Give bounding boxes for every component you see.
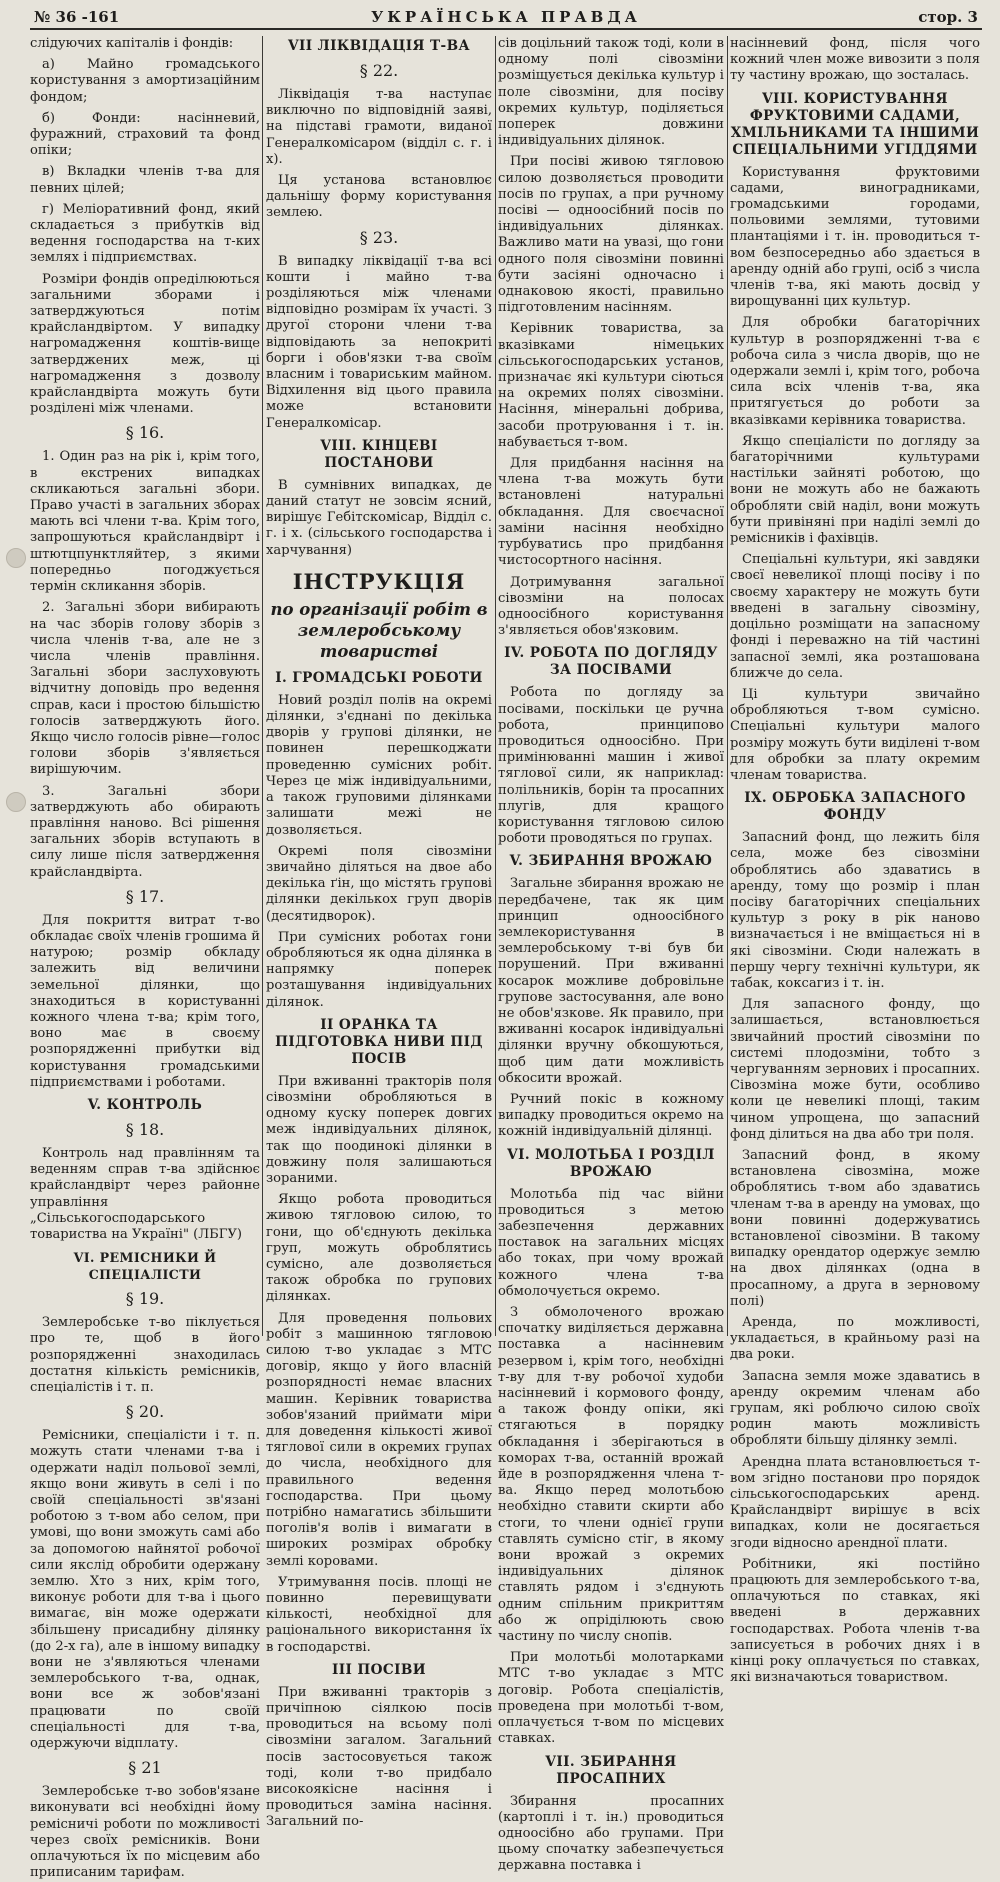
column-3 (498, 36, 724, 1874)
section-22-heading: § 22. (359, 61, 399, 80)
section-19-heading: § 19. (125, 1289, 165, 1309)
heading-control: V. КОНТРОЛЬ (87, 1096, 203, 1113)
paragraph: Арендна плата встановлюється т-вом згідно постанови про порядок сільськогосподарських аренд. Крайсландвірт вирішує в всіх випадках, коли не досягається згоди відносно арендної плати. (730, 1454, 980, 1551)
column-4 (730, 36, 980, 1686)
heading-sowing: III ПОСІВИ (332, 1661, 426, 1678)
section-17-heading: § 17. (125, 886, 165, 906)
paragraph: Загальне збирання врожаю не передбачене, так як цим принцип одноосібного землекористування в землеробському т-ві був би порушений. При вживанні косарок можливе добровільне групове застосування, але воно не обов'язкове. Як правило, при вживанні косарок індивідуальні ділянки вручну обкошуються, щоб цим дати можливість обкосити врожай. (498, 876, 724, 1086)
section-23-heading: § 23. (359, 227, 399, 247)
paragraph: б) Фонди: насінневий, фуражний, страховий та фонд опіки; (30, 110, 260, 159)
instruction-subtitle: по організації робіт в землеробському товаристві (270, 599, 488, 661)
paragraph: Землеробське т-во зобов'язане виконувати всі необхідні йому ремісничі роботи по можливості через своїх ремісників. Вони оплачуються їх по місцевим або приписаним тарифам. (30, 1784, 260, 1881)
paragraph: Для придбання насіння на члена т-ва можуть бути встановлені натуральні обкладання. Для своєчасної заміни насіння необхідно турбуватись про придбання чистосортного насіння. (498, 456, 724, 569)
issue-number: № 36 -161 (34, 8, 120, 26)
paragraph: Запасна земля може здаватись в аренду окремим членам або групам, які роблючо силою своїх родин мають можливість обробляти більшу ділянку землі. (730, 1368, 980, 1449)
paragraph: г) Меліоративний фонд, який складається з прибутків від ведення господарства на т-ких землях і підприємствах. (30, 201, 260, 266)
paragraph: Якщо робота проводиться живою тягловою силою, то гони, що об'єднують декілька груп, можуть оброблятись сумісно, але дозволяється також обробка по групових ділянках. (266, 1192, 492, 1305)
heading-ploughing: II ОРАНКА ТА ПІДГОТОВКА НИВИ ПІД ПОСІВ (275, 1016, 483, 1067)
heading-craftsmen: VI. РЕМІСНИКИ Й СПЕЦІАЛІСТИ (73, 1250, 217, 1283)
column-rule (495, 36, 496, 1336)
paragraph: Спеціальні культури, які завдяки своєї невеликої площі посіву і по своєму характеру не можуть бути введені в загальну сівозміну, доцільно розміщати на запасному фонді і переважно на тій частині запасної землі, яка розташована ближче до села. (730, 552, 980, 681)
heading-row-crops: VII. ЗБИРАННЯ ПРОСАПНИХ (545, 1753, 677, 1787)
paragraph: Молотьба під час війни проводиться з метою забезпечення державних поставок на загальних місцях або токах, при чому врожай кожного члена т-ва обмолочується окремо. (498, 1186, 724, 1299)
paragraph: Розміри фондів опреділюються загальними зборами і затверджуються потім крайсландвіртом. У випадку нагромадження коштів-вище затверджених меж, ці нагромадження з дозволу крайсландвірта можуть бути розділені між членами. (30, 271, 260, 417)
page-number: стор. 3 (918, 8, 978, 26)
paragraph: Утримування посів. площі не повинно перевищувати кількості, необхідної для раціонального використання їх в господарстві. (266, 1574, 492, 1655)
section-18-heading: § 18. (125, 1119, 165, 1139)
heading-public-works: I. ГРОМАДСЬКІ РОБОТИ (275, 669, 483, 686)
paragraph: З обмолоченого врожаю спочатку виділяється державна поставка а насінневим резервом і, крім того, необхідні т-ву для т-ву робочої худоби насінневий і кормового фонду, а також фонду опіки, які стягаються в порядку обкладання і зберігаються в коморах т-ва, останній врожай йде в розпорядження члена т-ва. Якщо перед молотьбою необхідно ставити скирти або стоги, то члени однієї групи ставлять сумісно стіг, в якому вони врожай з окремих індивідуальних ділянок ставлять рядом і з'єднують одним спільним прикриттям або ж опріділюють свою частину по числу снопів. (498, 1305, 724, 1645)
paragraph: сів доцільний також тоді, коли в одному полі сівозміни розміщується декілька культур і поле сівозміни, для посіву окремих культур, поділяється поперек довжини індивідуальних ділянок. (498, 36, 724, 149)
paragraph: Для покриття витрат т-во обкладає своїх членів грошима й натурою; розмір обкладу залежить від величини земельної ділянки, що знаходиться в користуванні кожного члена т-ва; крім того, воно має в своєму розпорядженні прибутки від користування громадськими підприємствами і роботами. (30, 912, 260, 1090)
heading-threshing: VI. МОЛОТЬБА І РОЗДІЛ ВРОЖАЮ (507, 1146, 715, 1180)
heading-reserve-fund: IX. ОБРОБКА ЗАПАСНОГО ФОНДУ (744, 790, 966, 824)
paragraph: Збирання просапних (картоплі і т. ін.) проводиться одноосібно або групами. При цьому спочатку забезпечується державна поставка і (498, 1793, 724, 1874)
paragraph: Керівник товариства, за вказівками німецьких сільськогосподарських установ, призначає які культури сіються на окремих полях сівозміни. Насіння, мінеральні добрива, засоби протруювання і т. ін. набувається т-вом. (498, 321, 724, 450)
paragraph: Для запасного фонду, що залишається, встановлюється звичайний простий сівозміни по системі плодозміни, тобто з чергуванням зернових і просапних. Сівозміна може бути, особливо коли це невеликі площі, таким чином упрощена, що запасний фонд ділиться на два або три поля. (730, 997, 980, 1142)
paragraph: Дотримування загальної сівозміни на полосах одноосібного користування з'являється обов'язковим. (498, 574, 724, 639)
paragraph: слідуючих капіталів і фондів: (30, 36, 234, 51)
paragraph: При молотьбі молотарками МТС т-во укладає з МТС договір. Робота спеціалістів, проведена при молотьбі т-вом, оплачується т-вом по місцевих ставках. (498, 1650, 724, 1747)
paragraph: Окремі поля сівозміни звичайно діляться на двое або декілька ґін, що містять групові ділянки декількох груп дворів (десятидворок). (266, 843, 492, 924)
column-1 (30, 36, 260, 1881)
section-20-heading: § 20. (125, 1402, 165, 1422)
paragraph: 2. Загальні збори вибирають на час зборів голову зборів з числа членів т-ва, але не з числа членів правління. Загальні збори заслуховують відчитну доповідь про ведення справ, каси і простою більшістю голосів затверджують його. Якщо число голосів рівне—голос голови зборів з'являється вирішуючим. (30, 600, 260, 778)
paragraph: Робітники, які постійно працюють для землеробського т-ва, оплачуються по ставках, які введені в державних господарствах. Робота членів т-ва записується в робочих днях і в кінці року оплачується по ставках, які визначаються товариством. (730, 1556, 980, 1686)
paragraph: Новий розділ полів на окремі ділянки, з'єднані по декілька дворів у групові ділянки, не повинен перешкоджати проведенню сумісних робіт. Через це між індивідуальними, а також груповими ділянками залишати межі не дозволяється. (266, 692, 492, 838)
heading-harvest: V. ЗБИРАННЯ ВРОЖАЮ (509, 853, 713, 870)
paragraph: Землеробське т-во піклується про те, щоб в його розпорядженні знаходилась достатня кількість ремісників, спеціалістів і т. п. (30, 1315, 260, 1396)
paragraph: а) Майно громадського користування з амортизаційним фондом; (30, 57, 260, 105)
paragraph: Робота по догляду за посівами, поскільки це ручна робота, принципово проводиться одноосібно. При примінюванні машин і живої тяглової сили, як наприклад: полільників, борін та просапних плугів, для кращого користування тягловою силою роботи проводяться по групах. (498, 685, 724, 847)
paragraph: 3. Загальні збори затверджують або обирають правління наново. Всі рішення загальних зборів вступають в силу лише після затвердження крайсландвірта. (30, 783, 260, 880)
section-21-heading: § 21 (128, 1758, 162, 1778)
section-16-heading: § 16. (125, 423, 165, 443)
paragraph: Запасний фонд, в якому встановлена сівозміна, може оброблятись т-вом або здаватись членам т-ва в аренду на умовах, що вони повинні додержуватись встановленої сівозміни. В такому випадку орендатор одержує землю на двох ділянках (одна в просапному, а друга в зерновому полі) (730, 1147, 980, 1309)
punch-hole (6, 792, 26, 812)
paragraph: При сумісних роботах гони обробляються як одна ділянка в напрямку поперек розташування індивідуальних ділянок. (266, 929, 492, 1010)
newspaper-title: УКРАЇНСЬКА ПРАВДА (371, 8, 641, 26)
heading-orchards: VIII. КОРИСТУВАННЯ ФРУКТОВИМИ САДАМИ, ХМІЛЬНИКАМИ ТА ІНШИМИ СПЕЦІАЛЬНИМИ УГІДДЯМИ (730, 90, 980, 158)
heading-crop-care: IV. РОБОТА ПО ДОГЛЯДУ ЗА ПОСІВАМИ (504, 645, 718, 679)
paragraph: Ліквідація т-ва наступає виключно по відповідній заяві, на підставі грамоти, виданої Генералкомісаром (відділ с. г. і х). (266, 87, 492, 167)
paragraph: Аренда, по можливості, укладається, в крайньому разі на два роки. (730, 1315, 980, 1363)
column-rule (262, 36, 263, 1336)
paragraph: Для обробки багаторічних культур в розпорядженні т-ва є робоча сила з числа дворів, що не одержали землі і, крім того, робоча сила всіх членів т-ва, яка притягується до роботи за вказівками керівника товариства. (730, 315, 980, 428)
column-2 (266, 36, 492, 1830)
paragraph: Контроль над правлінням та веденням справ т-ва здійснює крайсландвірт через районне управління „Сільськогосподарського товариства на Україні" (ЛБГУ) (30, 1145, 260, 1242)
paragraph: в) Вкладки членів т-ва для певних цілей; (30, 164, 260, 196)
paragraph: При посіві живою тягловою силою дозволяється проводити посів по групах, а при ручному посіві — одноосібний посів по індивідуальних ділянках. Важливо мати на увазі, що гони одного поля сівозміни повинні бути засіяні одночасно і однаковою якості, правильно підготовленим насінням. (498, 154, 724, 316)
paragraph: В випадку ліквідації т-ва всі кошти і майно т-ва розділяються між членами відповідно розмірам їх участі. З другої сторони члени т-ва відповідають за непокриті борги і обов'язки т-ва своїм власним і товариським майном. Відхилення від цього правила може встановити Генералкомісар. (266, 253, 492, 431)
paragraph: Ремісники, спеціалісти і т. п. можуть стати членами т-ва і одержати наділ польової землі, якщо вони живуть в селі і по своїй спеціальності зв'язані роботою з т-вом або селом, при умові, що вони зможуть самі або за допомогою найнятої робочої сили якслід обробити одержану землю. Хто з них, крім того, виконує роботи для т-ва і цього вимагає, він може одержати збільшену присадибну ділянку (до 2-х га), але в іншому випадку вони не з'являються членами землеробського т-ва, однак, вони все ж зобов'язані працювати по своїй спеціальності для т-ва, одержуючи відплату. (30, 1428, 260, 1752)
paragraph: 1. Один раз на рік і, крім того, в екстрених випадках скликаються загальні збори. Право участі в загальних зборах мають всі члени т-ва. Крім того, запрошуються крайсландвірт і штютцпунктляйтер, з якими попередньо погоджується термін скликання зборів. (30, 449, 260, 595)
paragraph: Ці культури звичайно обробляються т-вом сумісно. Спеціальні культури малого розміру можуть бути виділені т-вом для обробки за плату окремим членам товариства. (730, 686, 980, 783)
instruction-title: ІНСТРУКЦІЯ (292, 568, 466, 594)
paragraph: При вживанні тракторів поля сівозміни обробляються в одному куску поперек довгих меж індивідуальних ділянок, так що поодинокі ділянки в довжину поля залишаються зораними. (266, 1073, 492, 1186)
heading-final-provisions: VIII. КІНЦЕВІ ПОСТАНОВИ (320, 437, 438, 471)
punch-hole (6, 548, 26, 568)
paragraph: Ручний покіс в кожному випадку проводиться окремо на кожній індивідуальній ділянці. (498, 1091, 724, 1140)
paragraph: При вживанні тракторів з причіпною сіялкою посів проводиться на всьому полі сівозміни загалом. Загальний посів застосовується також тоді, коли т-во придбало високоякісне насіння і проводиться заміна насіння. Загальний по- (266, 1684, 492, 1830)
heading-liquidation: VII ЛІКВІДАЦІЯ Т-ВА (288, 38, 470, 54)
paragraph: Для проведення польових робіт з машинною тягловою силою т-во укладає з МТС договір, якщо у його власній розпорядності немає власних машин. Керівник товариства зобов'язаний приймати міри для доведення кількості живої тяглової сили в окремих групах до числа, необхідного для правильного ведення господарства. При цьому потрібно намагатись збільшити поголів'я волів і вимагати в широких розмірах обробку землі коровами. (266, 1310, 492, 1569)
paragraph: Користування фруктовими садами, виноградниками, громадськими городами, польовими землями, тутовими плантаціями і т. ін. проводиться т-вом безпосередньо або здається в аренду одній або групі, осіб з числа членів т-ва, які мають досвід у вирощуванні цих культур. (730, 164, 980, 310)
column-rule (727, 36, 728, 1336)
paragraph: насінневий фонд, після чого кожний член може вивозити з поля ту частину врожаю, що зосталась. (730, 36, 980, 84)
masthead (30, 6, 982, 30)
paragraph: В сумнівних випадках, де даний статут не зовсім ясний, вирішує Гебітскомісар, Відділ с. г. і х. (сільського господарства і харчування) (266, 477, 492, 558)
paragraph: Ця установа встановлює дальнішу форму користування землею. (266, 173, 492, 221)
paragraph: Запасний фонд, що лежить біля села, може без сівозміни оброблятись або здаватись в аренду, тому що розмір і план посіву багаторічних спеціальних культур з року в рік наново визначається і не вміщається ні в які сівозміни. Сюди належать в першу чергу технічні культури, як табак, коксагиз і т. ін. (730, 830, 980, 991)
paragraph: Якщо спеціалісти по догляду за багаторічними культурами настільки зайняті роботою, що вони не можуть або не бажають обробляти свій наділ, вони можуть бути привіняні при наділі землі до ремісників і фахівців. (730, 433, 980, 547)
